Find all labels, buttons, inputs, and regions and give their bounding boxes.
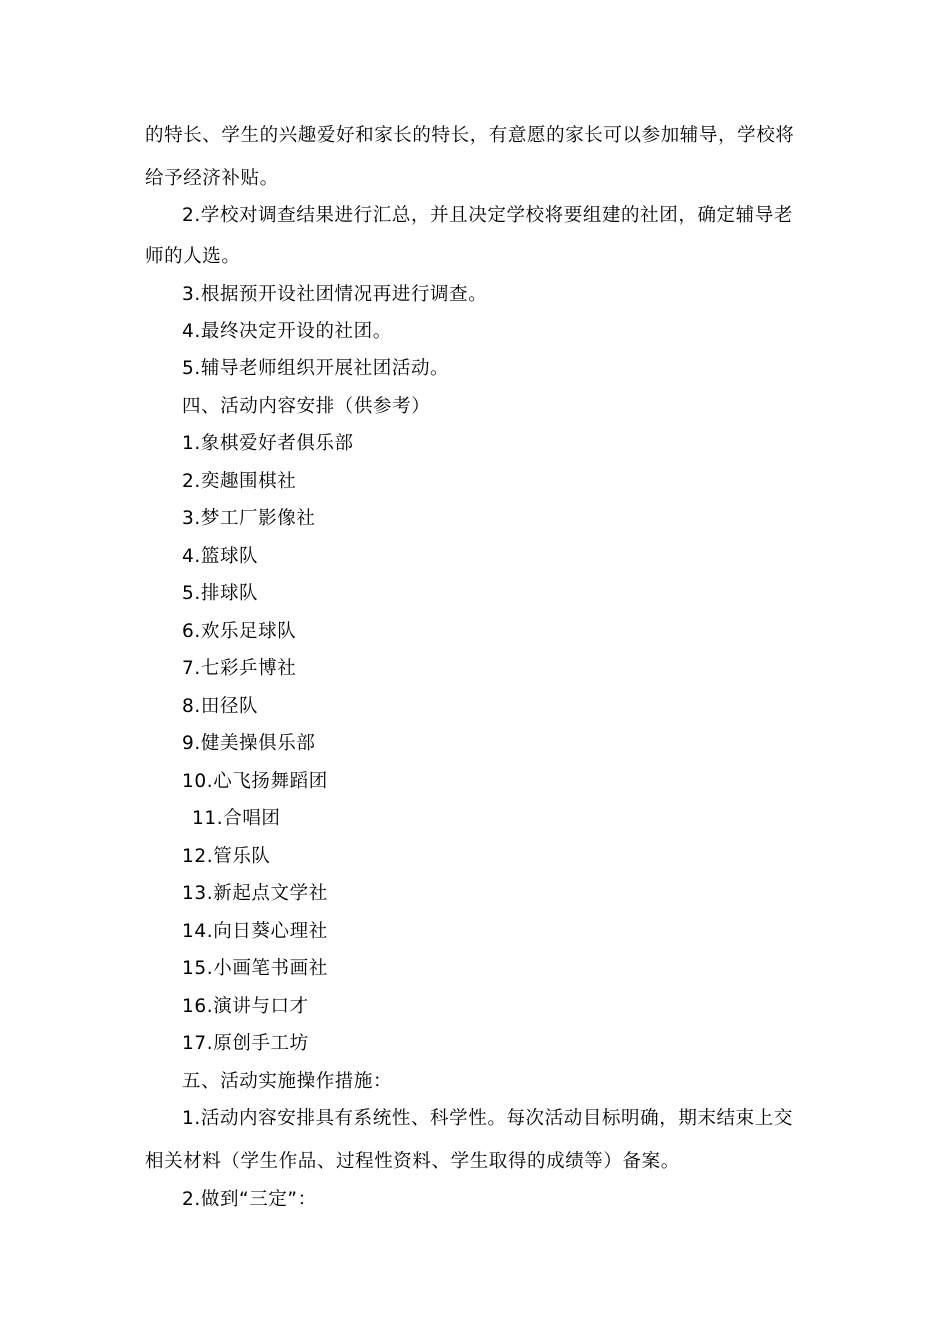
paragraph-line: 3.根据预开设社团情况再进行调查。 <box>182 284 488 305</box>
list-item: 8.田径队 <box>182 696 259 717</box>
paragraph-line: 相关材料（学生作品、过程性资料、学生取得的成绩等）备案。 <box>145 1151 680 1172</box>
list-item: 1.象棋爱好者俱乐部 <box>182 433 354 454</box>
paragraph-line: 给予经济补贴。 <box>145 168 279 189</box>
list-item: 10.心飞扬舞蹈团 <box>182 771 328 792</box>
paragraph-line: 5.辅导老师组织开展社团活动。 <box>182 358 450 379</box>
list-item: 13.新起点文学社 <box>182 883 328 904</box>
paragraph-line: 师的人选。 <box>145 246 241 267</box>
paragraph-line: 2.学校对调查结果进行汇总，并且决定学校将要组建的社团，确定辅导老 <box>182 205 793 226</box>
list-item: 15.小画笔书画社 <box>182 958 328 979</box>
paragraph-line: 的特长、学生的兴趣爱好和家长的特长，有意愿的家长可以参加辅导，学校将 <box>145 125 795 146</box>
list-item: 16.演讲与口才 <box>182 996 309 1017</box>
list-item: 2.奕趣围棋社 <box>182 471 297 492</box>
list-item: 4.篮球队 <box>182 546 259 567</box>
list-item: 7.七彩乒博社 <box>182 658 297 679</box>
list-item: 3.梦工厂影像社 <box>182 508 316 529</box>
list-item: 12.管乐队 <box>182 846 271 867</box>
list-item: 6.欢乐足球队 <box>182 621 297 642</box>
list-item: 14.向日葵心理社 <box>182 921 328 942</box>
list-item: 9.健美操俱乐部 <box>182 733 316 754</box>
list-item: 17.原创手工坊 <box>182 1033 309 1054</box>
section-heading: 五、活动实施操作措施： <box>182 1071 393 1092</box>
list-item: 11.合唱团 <box>192 808 281 829</box>
paragraph-line: 4.最终决定开设的社团。 <box>182 321 392 342</box>
section-heading: 四、活动内容安排（供参考） <box>182 396 431 417</box>
list-item: 5.排球队 <box>182 583 259 604</box>
paragraph-line: 2.做到“三定”： <box>182 1189 317 1210</box>
paragraph-line: 1.活动内容安排具有系统性、科学性。每次活动目标明确，期末结束上交 <box>182 1108 793 1129</box>
